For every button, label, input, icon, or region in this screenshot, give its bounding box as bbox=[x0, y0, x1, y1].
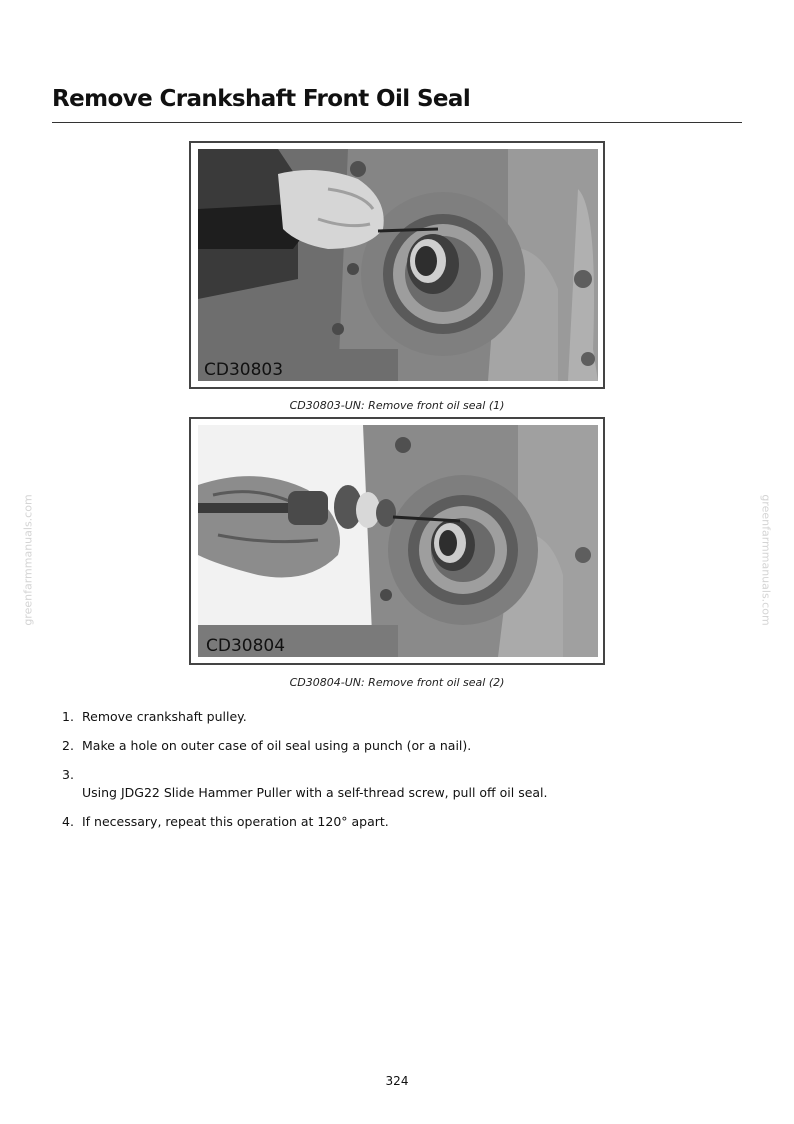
engine-photo-1 bbox=[198, 149, 598, 381]
page-title: Remove Crankshaft Front Oil Seal bbox=[52, 86, 471, 112]
figure-1-caption: CD30803-UN: Remove front oil seal (1) bbox=[289, 399, 505, 412]
watermark-right: greenfarmmanuals.com bbox=[759, 494, 773, 626]
figure-2 bbox=[189, 417, 605, 665]
step-4-text: If necessary, repeat this operation at 120° apart. bbox=[82, 814, 389, 829]
watermark-left: greenfarmmanuals.com bbox=[21, 494, 35, 626]
step-4 bbox=[62, 813, 742, 831]
step-1-text: Remove crankshaft pulley. bbox=[82, 709, 247, 724]
step-1 bbox=[62, 708, 742, 726]
step-2-number: 2. bbox=[62, 738, 74, 753]
step-1-number: 1. bbox=[62, 709, 74, 724]
figure-2-label: CD30804 bbox=[206, 636, 286, 656]
figure-2-caption: CD30804-UN: Remove front oil seal (2) bbox=[289, 676, 505, 689]
page-number: 324 bbox=[385, 1074, 409, 1088]
step-2-text: Make a hole on outer case of oil seal using a punch (or a nail). bbox=[82, 738, 472, 753]
figure-1-label: CD30803 bbox=[204, 360, 284, 380]
step-3-text: Using JDG22 Slide Hammer Puller with a self-thread screw, pull off oil seal. bbox=[82, 785, 548, 800]
step-2 bbox=[62, 737, 742, 755]
step-3 bbox=[62, 766, 742, 802]
title-divider bbox=[52, 122, 742, 123]
procedure-steps bbox=[62, 708, 742, 842]
step-3-number: 3. bbox=[62, 767, 74, 782]
step-4-number: 4. bbox=[62, 814, 74, 829]
figure-1 bbox=[189, 141, 605, 389]
engine-photo-2 bbox=[198, 425, 598, 657]
